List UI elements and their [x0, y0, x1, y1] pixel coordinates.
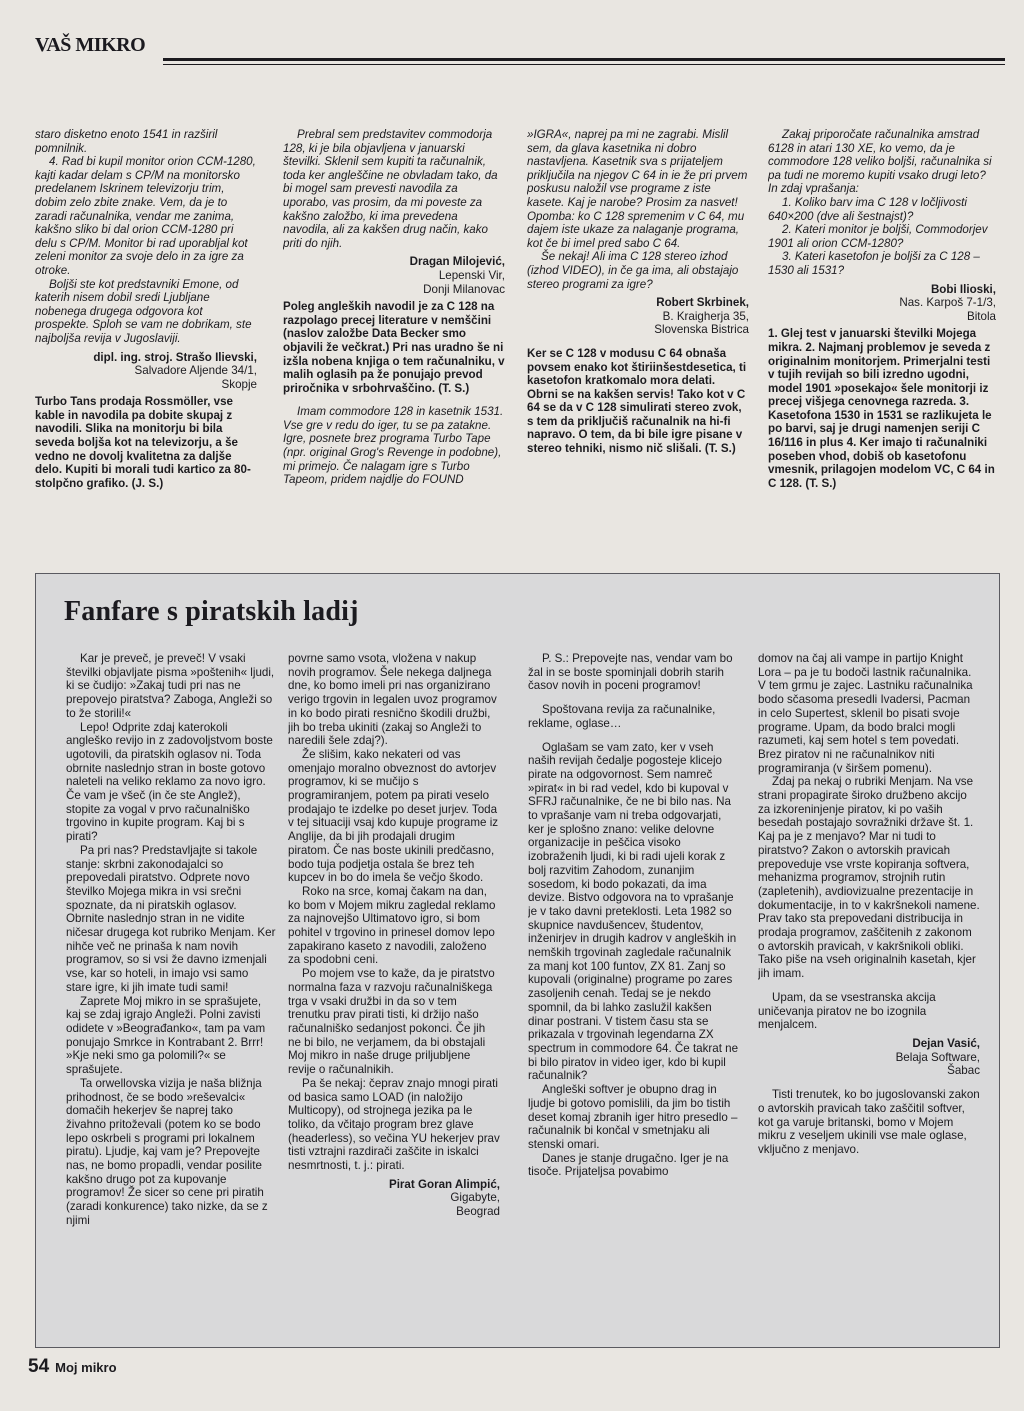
letter-paragraph: 2. Kateri monitor je boljši, Commodorjev 1901 ali orion CCM-1280? — [768, 223, 988, 250]
letter-column-4 — [768, 128, 996, 563]
signature-address: Lepenski Vir, — [438, 268, 505, 282]
signature-city: Donji Milanovac — [423, 282, 505, 296]
signature-name: Dejan Vasić, — [912, 1036, 980, 1050]
letter-paragraph: 3. Kateri kasetofon je boljši za C 128 – 1530 ali 1531? — [768, 250, 980, 277]
header-rule-thin — [163, 64, 1005, 65]
feature-paragraph: povrne samo vsota, vložena v nakup novih programov. Šele nekega daljnega dne, ko bomo imeli pri nas organizirano verigo trgovin in legalen uvoz programov in ko bodo pirati resnično škodili družbi, jih bo treba ukiniti (zakaj so Angleži to naredili šele zdaj?). — [288, 652, 497, 748]
signature-address: Salvadore Aljende 34/1, — [134, 364, 257, 378]
signature-name: dipl. ing. stroj. Strašo Ilievski, — [93, 350, 257, 364]
signature-name: Bobi Ilioski, — [930, 282, 996, 296]
letter-paragraph: Prebral sem predstavitev commodorja 128, ki je bila objavljena v januarski številki. Sklenil sem kupiti ta računalnik, toda ker angleščine ne obvladam tako, da bi mogel sam prevesti navodila za uporabo, vas prosim, da mi poveste za kakšno založbo, ki ima prevedena navodila, ali za kakšen drug način, kako priti do njih. — [283, 128, 498, 250]
feature-box — [35, 573, 1000, 1348]
feature-paragraph: Zaprete Moj mikro in se sprašujete, kaj se zdaj igrajo Angleži. Polni zavisti odidete v »Beograđanko«, tam pa vam ponujajo Smrkce in Kontrabant 2. Brrr! »Kje neki smo ga polomili?« se sprašujete. — [66, 994, 266, 1077]
feature-signature — [758, 1037, 980, 1078]
feature-paragraph: Kar je preveč, je preveč! V vsaki številki objavljate pisma »poštenih« ljudi, ki se čudijo: »Zakaj tudi pri nas ne prepovejo piratstva? Zaboga, Angleži so to že storili!« — [66, 652, 275, 720]
magazine-name: Moj mikro — [55, 1360, 117, 1375]
editor-answer: Turbo Tans prodaja Rossmöller, vse kable in navodila pa dobite skupaj z navodili. Slika na monitorju bi bila seveda boljša kot na televizorju, a še vedno ne dovolj kvalitetna za daljše delo. Kupiti bi morali tudi kartico za 80-stolpčno grafiko. (J. S.) — [35, 395, 251, 490]
page-footer — [28, 1356, 117, 1378]
feature-paragraph: Spoštovana revija za računalnike, reklame, oglase… — [528, 703, 716, 730]
letter-column-3 — [527, 128, 749, 563]
signature-address: Gigabyte, — [450, 1191, 500, 1205]
signature-city: Bitola — [966, 309, 996, 323]
feature-paragraph: Pa pri nas? Predstavljajte si takole stanje: skrbni zakonodajalci so prepovedali piratstvo. Odprete novo številko Mojega mikra in vsi srečni spoznate, da ni piratskih oglasov. Obrnite naslednjo stran in ne vidite ničesar drugega kot rubriko Menjam. Ker nihče več ne prinaša k nam novih programov, so si vsi že davno izmenjali vse, kar so hoteli, in imajo vsi samo stare igre, ki jih imate tudi sami! — [66, 843, 276, 994]
letter-signature — [35, 351, 257, 392]
feature-paragraph: Pa še nekaj: čeprav znajo mnogi pirati od basica samo LOAD (in naložijo Multicopy), od strojnega jezika pa le toliko, da včitajo program brez glave (headerless), so večina YU hekerjev prav tisti vztrajni razdirači zaščite in iskalci nesmrtnosti, t. j.: pirati. — [288, 1076, 500, 1173]
letter-paragraph: Še nekaj! Ali ima C 128 stereo izhod (izhod VIDEO), in če ga ima, ali obstajajo stereo programi za igre? — [527, 250, 739, 291]
header-rule — [163, 58, 1005, 61]
signature-city: Skopje — [221, 377, 257, 391]
feature-paragraph: domov na čaj ali vampe in partijo Knight Lora – pa je tu bodoči lastnik računalnika. V tem grmu je zajec. Lastniku računalnika bodo sčasoma presedli Ivadersi, Pacman in celo Supertest, sklenil bo pisati svoje programe. Upam, da bodo bralci mogli razumeti, kaj sem hotel s tem povedati. Brez piratov ni ne računalnikov niti programiranja (v širšem pomenu). — [758, 652, 973, 775]
feature-paragraph: Ta orwellovska vizija je naša bližnja prihodnost, če se bodo »reševalci« domačih hekerjev še naprej tako živahno pritoževali (potem ko se bodo lepo oskrbeli s programi pri lokalnem piratu). Ljudje, kaj vam je? Prepovejte nas, ne bomo propadli, vendar posilite kakšno drugo pot za kupovanje programov! Že sicer so cene pri piratih (zaradi konkurence) tako nizke, da se z njimi — [66, 1076, 268, 1227]
letter-signature — [283, 255, 505, 296]
signature-city: Slovenska Bistrica — [654, 323, 749, 337]
section-name: VAŠ MIKRO — [35, 34, 146, 56]
feature-paragraph: Po mojem vse to kaže, da je piratstvo normalna faza v razvoju računalniškega trga v vsaki družbi in da so v tem trenutku prav pirati tisti, ki držijo našo računalniško sedanjost pokonci. Če jih ne bi bilo, ne verjamem, da bi obstajali Moj mikro in naše druge priljubljene revije o računalnikih. — [288, 967, 495, 1077]
feature-signature — [288, 1178, 500, 1219]
feature-paragraph: Lepo! Odprite zdaj katerokoli angleško revijo in z zadovoljstvom boste ugotovili, da piratskih oglasov ni. Toda obrnite naslednjo stran in boste gotovo naleteli na veliko reklamo za novo igro. Če vam je všeč (in če ste Anglež), stopite za vogal v prvo računalniško trgovino in kupite program. Kaj bi s pirati? — [66, 720, 273, 844]
signature-name: Pirat Goran Alimpić, — [388, 1177, 500, 1191]
feature-column-3 — [528, 652, 740, 1340]
signature-address: Belaja Software, — [895, 1050, 980, 1064]
signature-city: Beograd — [456, 1205, 500, 1219]
feature-paragraph: Roko na srce, komaj čakam na dan, ko bom v Mojem mikru zagledal reklamo za najnovejšo Ultimatovo igro, si bom pohitel v trgovino in prinesel domov lepo zapakirano kaseto z navodili, založeno za spodobni ceni. — [288, 884, 496, 967]
feature-paragraph: Že slišim, kako nekateri od vas omenjajo moralno obveznost do avtorjev programov, ki se mučijo s programiranjem, potem pa pirati veselo prodajajo te izdelke po deset jurjev. Toda v tej situaciji vsaj kdo kupuje programe iz Anglije, da bi jih prodajali drugim piratom. Če nas boste ukinili predčasno, bodo tuja podjetja ostala še brez teh kupcev in bo do imela še večjo škodo. — [288, 747, 499, 885]
feature-paragraph: Upam, da se vsestranska akcija uničevanja piratov ne bo izognila menjalcem. — [758, 990, 936, 1032]
feature-column-2 — [288, 652, 500, 1340]
feature-title: Fanfare s piratskih ladij — [64, 596, 359, 627]
letter-column-2 — [283, 128, 505, 563]
feature-paragraph: Angleški softver je obupno drag in ljudje bi gotovo pomislili, da jim bo tistih deset komaj zbranih iger hitro presedlo – računalnik bi končal v smetnjaku ali stenski omari. — [528, 1083, 738, 1151]
letter-paragraph: Boljši ste kot predstavniki Emone, od katerih nisem dobil sredi Ljubljane nobenega drugega odgovora kot prospekte. Sploh se vam ne dobrikam, ste najboljša revija v Jugoslaviji. — [35, 277, 252, 345]
letter-paragraph: staro disketno enoto 1541 in razširil pomnilnik. — [35, 128, 218, 155]
letter-paragraph: Imam commodore 128 in kasetnik 1531. Vse gre v redu do iger, tu se pa zatakne. Igre, posnete brez programa Turbo Tape (npr. original Grog's Revenge in podobne), mi primejo. Če nalagam igre s Turbo Tapeom, pridem najdlje do FOUND — [283, 405, 504, 487]
signature-address: Nas. Karpoš 7-1/3, — [899, 296, 996, 310]
signature-name: Robert Skrbinek, — [656, 296, 749, 310]
letter-paragraph: 1. Koliko barv ima C 128 v ločljivosti 640×200 (dve ali šestnajst)? — [768, 195, 967, 223]
letter-paragraph: »IGRA«, naprej pa mi ne zagrabi. Mislil sem, da glava kasetnika ni dobro nastavljena. Kasetnik sva s prijateljem priključila na njegov C 64 in ie že pri prvem poskusu naložil vse programe z iste kasete. Kaj je narobe? Prosim za nasvet! Opomba: ko C 128 spremenim v C 64, mu dajem iste ukaze za nalaganje programa, kot če bi imel pred sabo C 64. — [527, 128, 748, 250]
letter-paragraph: Zakaj priporočate računalnika amstrad 6128 in atari 130 XE, ko vemo, da je commodore 128 veliko boljši, računalnika si pa tudi ne moremo kupiti vsako drugi leto? In zdaj vprašanja: — [768, 128, 992, 196]
feature-paragraph: P. S.: Prepovejte nas, vendar vam bo žal in se boste spominjali dobrih starih časov novih in poceni programov! — [528, 652, 733, 693]
letter-column-1 — [35, 128, 257, 563]
feature-paragraph: Oglašam se vam zato, ker v vseh naših revijah čedalje pogosteje klicejo pirate na odgovornost. Sem namreč »pirat« in bi rad vedel, kdo bi kupoval v SFRJ računalnike, če ne bi bilo nas. Na to vprašanje vam ni treba odgovarjati, ker je splošno znano: velike delovne organizacije in peščica visoko izobraženih ljudi, ki bi radi ujeli korak z bolj razvitim Zahodom, zunanjim sosedom, ki bodo pokazati, da ima devize. Bistvo odgovora na to vprašanje je v tako davni preteklosti. Leta 1982 so skupnice navdušencev, študentov, inženirjev in drugih kadrov v angleških in nemških trgovinah zagledale računalnik za manj kot 100 funtov, ZX 81. Zanj so kupovali (originalne) programe po zares zasoljenih cenah. Tedaj se je nekdo spomnil, da bi lahko zaslužil kakšen dinar postrani. V tistem času sta se prikazala v trgovinah legendarna ZX spectrum in commodore 64. Če takrat ne bi bilo piratov in video iger, kdo bi kupil računalnik? — [528, 740, 739, 1083]
page-number: 54 — [28, 1356, 50, 1377]
feature-paragraph: Tisti trenutek, ko bo jugoslovanski zakon o avtorskih pravicah tako zaščitil softver, kot ga varuje britanski, bomo v Mojem mikru z veseljem ukinili vse male oglase, vključno z menjavo. — [758, 1088, 980, 1156]
editor-answer: Poleg angleških navodil je za C 128 na razpolago precej literature v nemščini (naslov založbe Data Becker smo objavili že večkrat.) Pri nas uradno še ni izšla nobena knjiga o tem računalniku, v malih oglasih pa že ponujajo prevod priročnika v srbohrvaščino. (T. S.) — [283, 300, 505, 395]
feature-column-1 — [66, 652, 276, 1340]
editor-answer: 1. Glej test v januarski številki Mojega mikra. 2. Najmanj problemov je seveda z originalnim monitorjem. Primerjalni testi v tujih revijah so bili izredno ugodni, model 1901 »posekajo« šele monitorji iz precej višjega cenovnega razreda. 3. Kasetofona 1530 in 1531 se razlikujeta le po barvi, saj je drugi namenjen seriji C 16/116 in plus 4. Ker imajo ti računalniki poseben vhod, dobiš ob kasetofonu vmesnik, prilagojen modelom VC, C 64 in C 128. (T. S.) — [768, 327, 995, 490]
signature-address: B. Kraigherja 35, — [662, 309, 749, 323]
letter-signature — [527, 296, 749, 337]
editor-answer: Ker se C 128 v modusu C 64 obnaša povsem enako kot štiriinšestdesetica, ti kasetofon kratkomalo mora delati. Obrni se na kakšen servis! Tako kot v C 64 se da v C 128 simulirati stereo zvok, s tem da priključiš računalnik na hi-fi napravo. O tem, da bi bile igre pisane v stereo tehniki, nismo nič slišali. (T. S.) — [527, 346, 747, 456]
letter-signature — [768, 283, 996, 324]
signature-city: Šabac — [947, 1064, 980, 1078]
page-header — [35, 30, 1005, 70]
feature-paragraph: Zdaj pa nekaj o rubriki Menjam. Na vse strani propagirate široko družbeno akcijo za izkoreninjenje piratov, ki po vaših besedah postajajo sovražniki države št. 1. Kaj pa je z menjavo? Mar ni tudi to piratstvo? Zakon o avtorskih pravicah prepoveduje vse vrste kopiranja softvera, mehanizma programov, strojnih rutin (zapletenih), avdiovizualne prezentacije in dokumentacije, in to v kakršnekoli namene. Prav tako sta prepovedani distribucija in prodaja programov, zaščitenih z zakonom o avtorskih pravicah, v kakršnikoli obliki. Tako piše na vseh originalnih kasetah, kjer jih imam. — [758, 775, 980, 981]
feature-paragraph: Danes je stanje drugačno. Iger je na tisoče. Prijateljsa povabimo — [528, 1151, 729, 1179]
signature-name: Dragan Milojević, — [409, 255, 505, 269]
letter-paragraph: 4. Rad bi kupil monitor orion CCM-1280, kajti kadar delam s CP/M na monitorsko predelanem Iskrinem televizorju trim, dobim zelo zbite znake. Vem, da je to zaradi računalnika, vendar me zanima, kakšno sliko bi dal orion CCM-1280 pri delu s CP/M. Monitor bi rad uporabljal kot zeleni monitor za svoje delo in za igre za otroke. — [35, 155, 256, 277]
feature-column-4 — [758, 652, 980, 1340]
